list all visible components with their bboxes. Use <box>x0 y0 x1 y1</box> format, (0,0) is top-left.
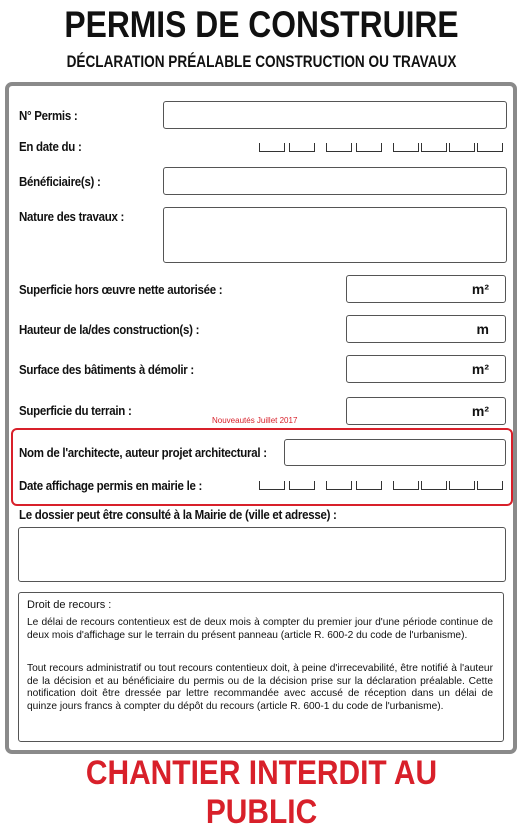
public-warning: CHANTIER INTERDIT AU PUBLIC <box>85 754 438 831</box>
date-cell[interactable] <box>449 143 475 152</box>
superficie-terrain-field[interactable] <box>346 397 506 425</box>
unit-m2: m² <box>471 403 489 419</box>
affichage-label: Date affichage permis en mairie le : <box>19 479 203 493</box>
date-cell[interactable] <box>449 481 475 490</box>
date-cell[interactable] <box>393 143 419 152</box>
superficie-label: Superficie hors œuvre nette autorisée : <box>19 283 223 297</box>
hauteur-label: Hauteur de la/des construction(s) : <box>19 323 200 337</box>
nature-field[interactable] <box>163 207 507 263</box>
date-cell[interactable] <box>259 481 285 490</box>
permis-field[interactable] <box>163 101 507 129</box>
unit-m2: m² <box>471 361 489 377</box>
nature-label: Nature des travaux : <box>19 210 125 224</box>
surface-demolir-label: Surface des bâtiments à démolir : <box>19 363 194 377</box>
permis-label: N° Permis : <box>19 109 78 123</box>
superficie-field[interactable] <box>346 275 506 303</box>
date-label: En date du : <box>19 140 82 154</box>
recours-title: Droit de recours : <box>27 599 112 611</box>
recours-box <box>18 592 504 742</box>
architecte-label: Nom de l'architecte, auteur projet architectural : <box>19 446 267 460</box>
date-cell[interactable] <box>326 481 352 490</box>
unit-m: m <box>476 321 489 337</box>
new-badge: Nouveautés Juillet 2017 <box>212 416 298 425</box>
date-cell[interactable] <box>289 143 315 152</box>
date-cell[interactable] <box>421 481 447 490</box>
dossier-label: Le dossier peut être consulté à la Mairie de (ville et adresse) : <box>19 508 337 522</box>
sign-subtitle: DÉCLARATION PRÉALABLE CONSTRUCTION OU TRAVAUX <box>66 52 457 71</box>
date-cell[interactable] <box>393 481 419 490</box>
date-cell[interactable] <box>356 143 382 152</box>
architecte-field[interactable] <box>284 439 506 466</box>
date-cell[interactable] <box>421 143 447 152</box>
date-cell[interactable] <box>477 143 503 152</box>
dossier-field[interactable] <box>18 527 506 582</box>
superficie-terrain-label: Superficie du terrain : <box>19 404 132 418</box>
beneficiaire-label: Bénéficiaire(s) : <box>19 175 101 189</box>
recours-paragraph: Le délai de recours contentieux est de deux mois à compter du premier jour d'une période continue de deux mois d'affichage sur le terrain du présent panneau (article R. 600-2 du code de l'urbanisme). <box>27 617 493 641</box>
date-cell[interactable] <box>289 481 315 490</box>
date-cell[interactable] <box>326 143 352 152</box>
surface-demolir-field[interactable] <box>346 355 506 383</box>
sign-title: PERMIS DE CONSTRUIRE <box>64 4 459 45</box>
date-cell[interactable] <box>259 143 285 152</box>
unit-m2: m² <box>471 281 489 297</box>
beneficiaire-field[interactable] <box>163 167 507 195</box>
date-cell[interactable] <box>356 481 382 490</box>
date-cell[interactable] <box>477 481 503 490</box>
hauteur-field[interactable] <box>346 315 506 343</box>
recours-paragraph: Tout recours administratif ou tout recours contentieux doit, à peine d'irrecevabilité, être notifié à l'auteur de la décision et au bénéficiaire du permis ou de la décision prise sur la déclaration préalable. Cette notification doit être dressée par lettre recommandée avec accusé de réception dans un délai de quinze jours francs à compter du dépôt du recours (article R. 600-1 du code de l'urbanisme). <box>27 663 493 712</box>
